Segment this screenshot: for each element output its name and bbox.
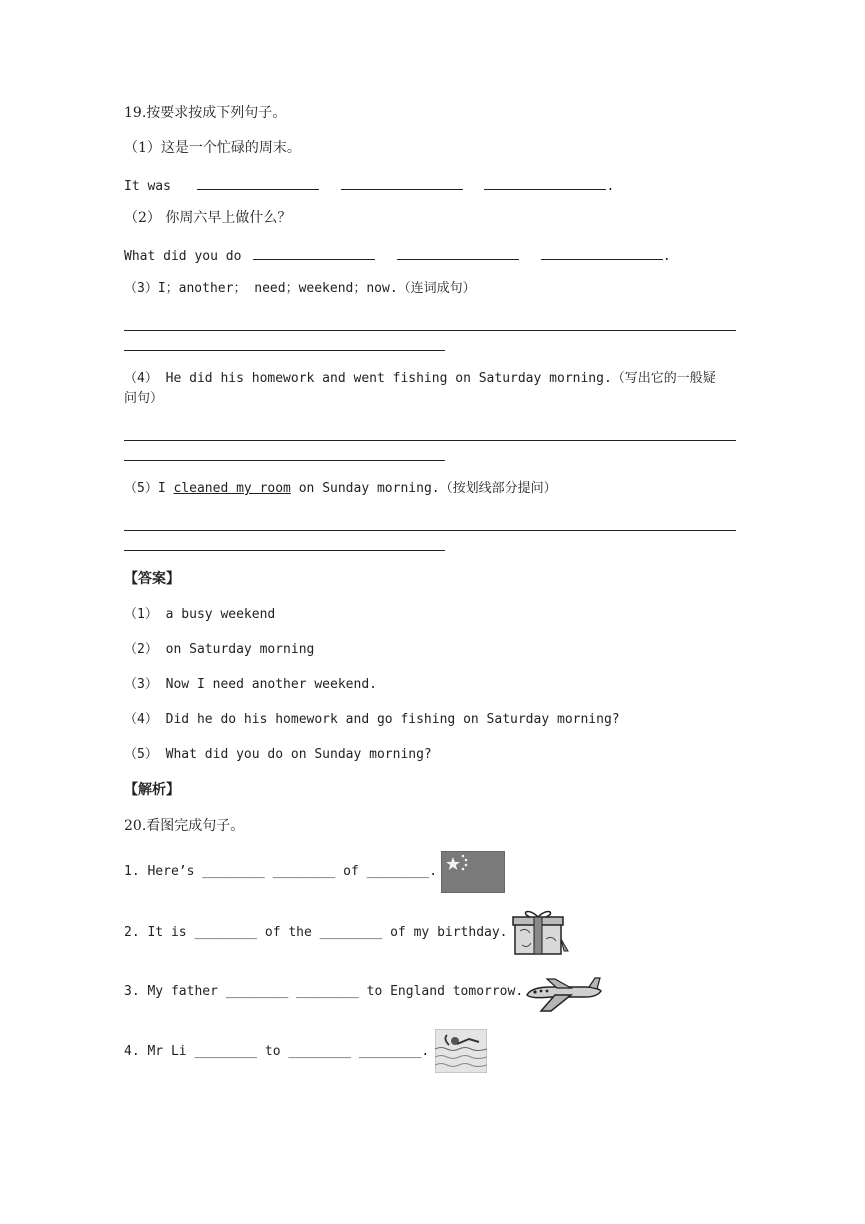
- blank[interactable]: [197, 175, 319, 190]
- q19-s1-cn: （1）这是一个忙碌的周末。: [124, 140, 301, 156]
- q19-s2-suffix: .: [662, 249, 671, 264]
- q19-s4-line2: 问句）: [124, 391, 164, 406]
- answer-1: （1） a busy weekend: [124, 607, 276, 622]
- q19-s5-pre: （5）I: [124, 481, 174, 496]
- answer-4: （4） Did he do his homework and go fishing on Saturday morning?: [124, 712, 620, 727]
- answer-3: （3） Now I need another weekend.: [124, 677, 377, 692]
- q19-s4-line1: （4） He did his homework and went fishing on Saturday morning.（写出它的一般疑: [124, 371, 716, 386]
- q19-title: 19.按要求按成下列句子。: [124, 105, 287, 121]
- answer-line[interactable]: [124, 350, 445, 351]
- gift-box-icon: [512, 909, 570, 955]
- q19-s3: （3）I；another； need；weekend；now.（连词成句）: [124, 281, 476, 296]
- q19-s5-post: on Sunday morning.（按划线部分提问）: [290, 481, 557, 496]
- q19-s1-en: [124, 175, 614, 196]
- blank[interactable]: [541, 245, 663, 260]
- answer-line[interactable]: [124, 460, 445, 461]
- analysis-heading: 【解析】: [124, 782, 180, 798]
- swimmer-icon: [435, 1029, 487, 1073]
- answer-line[interactable]: [124, 530, 736, 531]
- answer-line[interactable]: [124, 440, 736, 441]
- q20-item-3: 3. My father ________ ________ to England tomorrow.: [124, 984, 524, 999]
- blank[interactable]: [397, 245, 519, 260]
- q19-s1-suffix: .: [606, 179, 615, 194]
- blank[interactable]: [341, 175, 463, 190]
- q20-item-2: 2. It is ________ of the ________ of my birthday.: [124, 925, 508, 940]
- answer-line[interactable]: [124, 330, 736, 331]
- blank[interactable]: [484, 175, 606, 190]
- answer-line[interactable]: [124, 550, 445, 551]
- q19-s2-cn: （2） 你周六早上做什么？: [124, 210, 292, 226]
- blank[interactable]: [253, 245, 375, 260]
- airplane-icon: [521, 975, 603, 1015]
- answer-2: （2） on Saturday morning: [124, 642, 315, 657]
- answer-5: （5） What did you do on Sunday morning?: [124, 747, 432, 762]
- q19-s5-underlined: cleaned my room: [173, 481, 291, 496]
- q20-title: 20.看图完成句子。: [124, 818, 245, 834]
- china-flag-icon: [441, 851, 505, 893]
- q19-s2-prefix: What did you do: [124, 249, 242, 264]
- q20-item-1: 1. Here’s ________ ________ of ________.: [124, 864, 438, 879]
- answer-heading: 【答案】: [124, 571, 180, 587]
- q19-s5: [124, 480, 557, 498]
- q19-s1-prefix: It was: [124, 179, 171, 194]
- q19-s2-en: [124, 245, 671, 266]
- q20-item-4: 4. Mr Li ________ to ________ ________.: [124, 1044, 430, 1059]
